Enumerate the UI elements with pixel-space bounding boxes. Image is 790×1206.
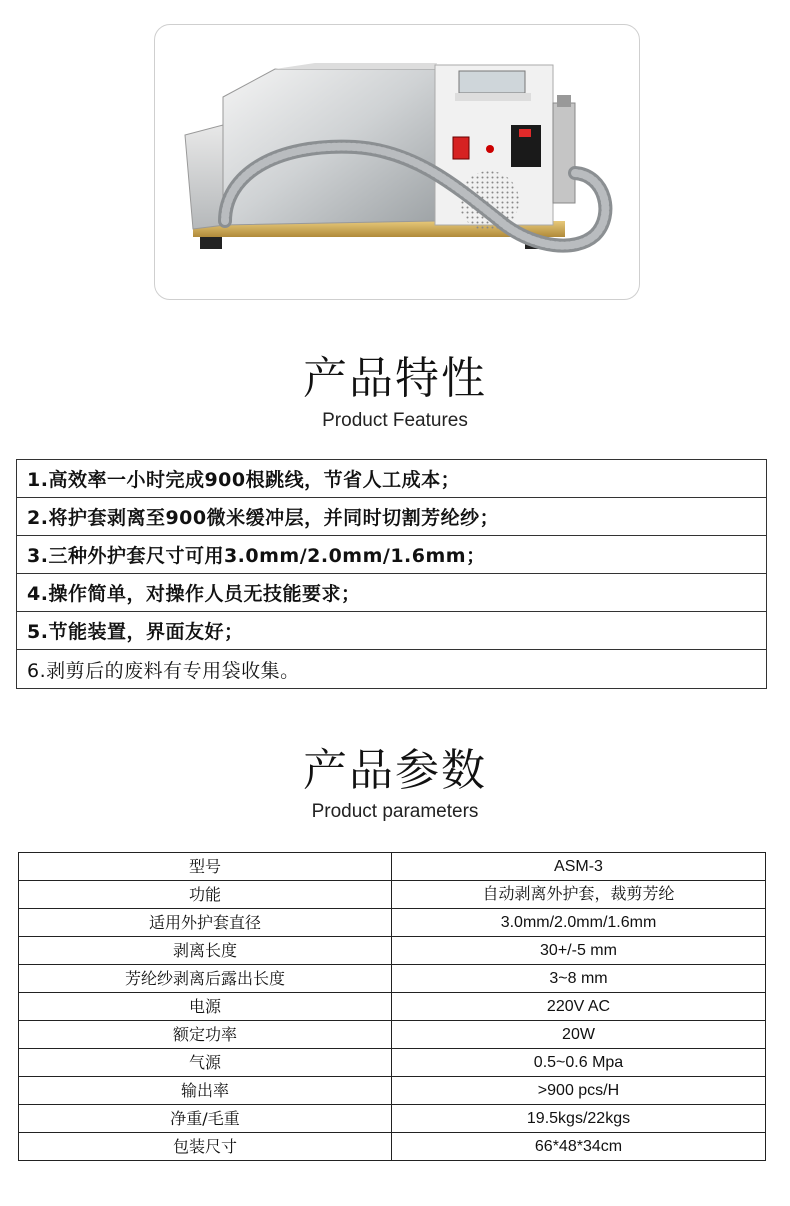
table-row (19, 853, 766, 881)
param-key: 净重/毛重 (19, 1105, 392, 1133)
features-list (16, 459, 767, 689)
param-value: 自动剥离外护套，裁剪芳纶 (392, 881, 766, 909)
param-key: 功能 (19, 881, 392, 909)
table-row (19, 1077, 766, 1105)
param-value: 20W (392, 1021, 766, 1049)
param-key: 剥离长度 (19, 937, 392, 965)
param-value: 30+/-5 mm (392, 937, 766, 965)
feature-item-3: 3.三种外护套尺寸可用3.0mm/2.0mm/1.6mm； (17, 536, 766, 574)
product-photo (154, 24, 640, 300)
param-value: ASM-3 (392, 853, 766, 881)
feature-item-2: 2.将护套剥离至900微米缓冲层，并同时切割芳纶纱； (17, 498, 766, 536)
param-key: 型号 (19, 853, 392, 881)
params-subtitle: Product parameters (311, 801, 479, 822)
table-row (19, 909, 766, 937)
table-row (19, 937, 766, 965)
features-subtitle: Product Features (322, 410, 468, 431)
param-key: 电源 (19, 993, 392, 1021)
param-key: 芳纶纱剥离后露出长度 (19, 965, 392, 993)
param-key: 气源 (19, 1049, 392, 1077)
param-key: 额定功率 (19, 1021, 392, 1049)
machine-illustration (155, 25, 639, 299)
table-row (19, 1133, 766, 1161)
table-row (19, 1049, 766, 1077)
param-value: 220V AC (392, 993, 766, 1021)
param-value: 0.5~0.6 Mpa (392, 1049, 766, 1077)
table-row (19, 1021, 766, 1049)
param-value: 19.5kgs/22kgs (392, 1105, 766, 1133)
param-value: >900 pcs/H (392, 1077, 766, 1105)
table-row (19, 1105, 766, 1133)
table-row (19, 993, 766, 1021)
feature-item-5: 5.节能装置，界面友好； (17, 612, 766, 650)
param-key: 适用外护套直径 (19, 909, 392, 937)
param-value: 3.0mm/2.0mm/1.6mm (392, 909, 766, 937)
feature-item-6: 6.剥剪后的废料有专用袋收集。 (27, 659, 300, 682)
param-value: 66*48*34cm (392, 1133, 766, 1161)
feature-item-4: 4.操作简单，对操作人员无技能要求； (17, 574, 766, 612)
params-title: 产品参数 (303, 745, 487, 796)
table-row (19, 881, 766, 909)
param-key: 包装尺寸 (19, 1133, 392, 1161)
param-value: 3~8 mm (392, 965, 766, 993)
table-row (19, 965, 766, 993)
param-key: 输出率 (19, 1077, 392, 1105)
features-title: 产品特性 (303, 353, 487, 404)
feature-item-1: 1.高效率一小时完成900根跳线，节省人工成本； (17, 460, 766, 498)
params-table (18, 852, 766, 1161)
